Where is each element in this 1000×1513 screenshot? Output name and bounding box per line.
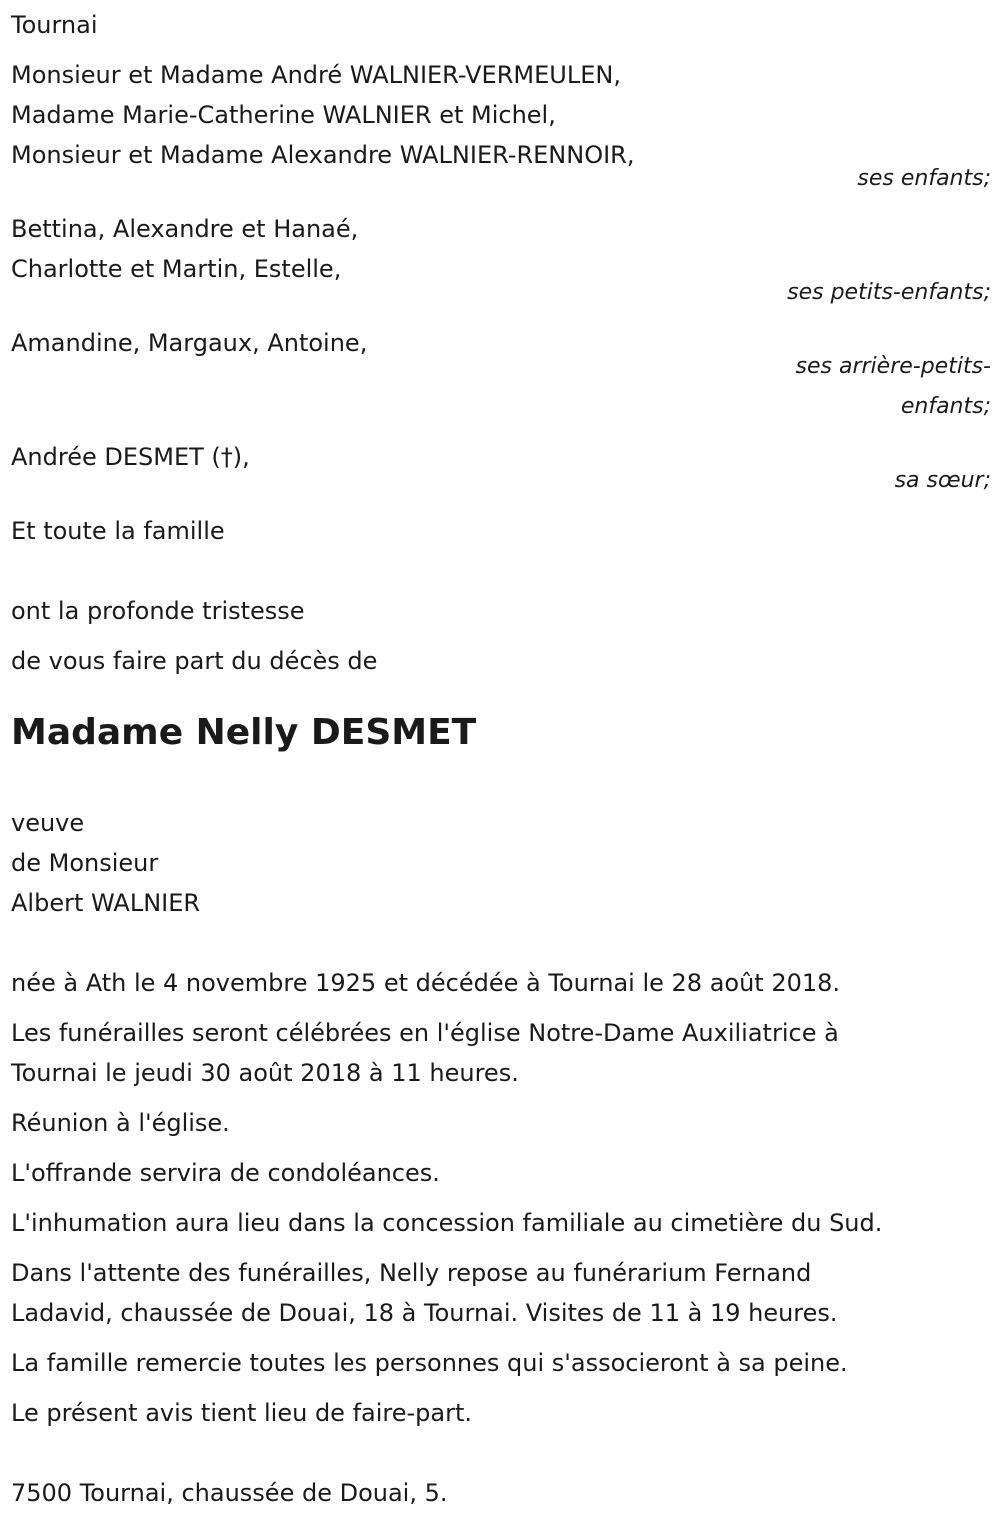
family-line: Et toute la famille — [11, 517, 225, 545]
funeral-line-1: Les funérailles seront célébrées en l'église Notre-Dame Auxiliatrice à — [11, 1019, 839, 1047]
obituary-notice — [11, 5, 991, 1513]
offering-line: L'offrande servira de condoléances. — [11, 1159, 440, 1187]
meeting-line: Réunion à l'église. — [11, 1109, 230, 1137]
address-line: 7500 Tournai, chaussée de Douai, 5. — [11, 1479, 448, 1507]
place-header: Tournai — [11, 11, 98, 39]
widow-line-3: Albert WALNIER — [11, 889, 201, 917]
great-grandchild-line: Amandine, Margaux, Antoine, — [11, 329, 368, 357]
birth-death-line: née à Ath le 4 novembre 1925 et décédée à Tournai le 28 août 2018. — [11, 969, 841, 997]
grandchild-line: Charlotte et Martin, Estelle, — [11, 255, 342, 283]
announcement-line-2: de vous faire part du décès de — [11, 647, 378, 675]
sister-line: Andrée DESMET (†), — [11, 443, 250, 471]
children-block — [11, 55, 991, 199]
grandchild-line: Bettina, Alexandre et Hanaé, — [11, 215, 359, 243]
funeral-line-2: Tournai le jeudi 30 août 2018 à 11 heures. — [11, 1059, 519, 1087]
great-grandchildren-role-2: enfants; — [900, 394, 991, 419]
sister-role: sa sœur; — [894, 468, 991, 493]
notice-line: Le présent avis tient lieu de faire-part. — [11, 1399, 473, 1427]
sister-block — [11, 437, 991, 501]
burial-line: L'inhumation aura lieu dans la concession familiale au cimetière du Sud. — [11, 1209, 883, 1237]
announcement-line-1: ont la profonde tristesse — [11, 597, 305, 625]
child-line: Madame Marie-Catherine WALNIER et Michel, — [11, 101, 556, 129]
child-line: Monsieur et Madame Alexandre WALNIER-RENNOIR, — [11, 141, 635, 169]
thanks-line: La famille remercie toutes les personnes qui s'associeront à sa peine. — [11, 1349, 848, 1377]
child-line: Monsieur et Madame André WALNIER-VERMEULEN, — [11, 61, 621, 89]
deceased-name: Madame Nelly DESMET — [11, 712, 477, 753]
funerarium-line-2: Ladavid, chaussée de Douai, 18 à Tournai. Visites de 11 à 19 heures. — [11, 1299, 838, 1327]
widow-line-2: de Monsieur — [11, 849, 159, 877]
great-grandchildren-role-1: ses arrière-petits- — [795, 354, 991, 379]
widow-line-1: veuve — [11, 809, 85, 837]
grandchildren-role: ses petits-enfants; — [787, 280, 991, 305]
grandchildren-block — [11, 209, 991, 313]
great-grandchildren-block — [11, 323, 991, 427]
children-role: ses enfants; — [857, 166, 991, 191]
funerarium-line-1: Dans l'attente des funérailles, Nelly repose au funérarium Fernand — [11, 1259, 812, 1287]
